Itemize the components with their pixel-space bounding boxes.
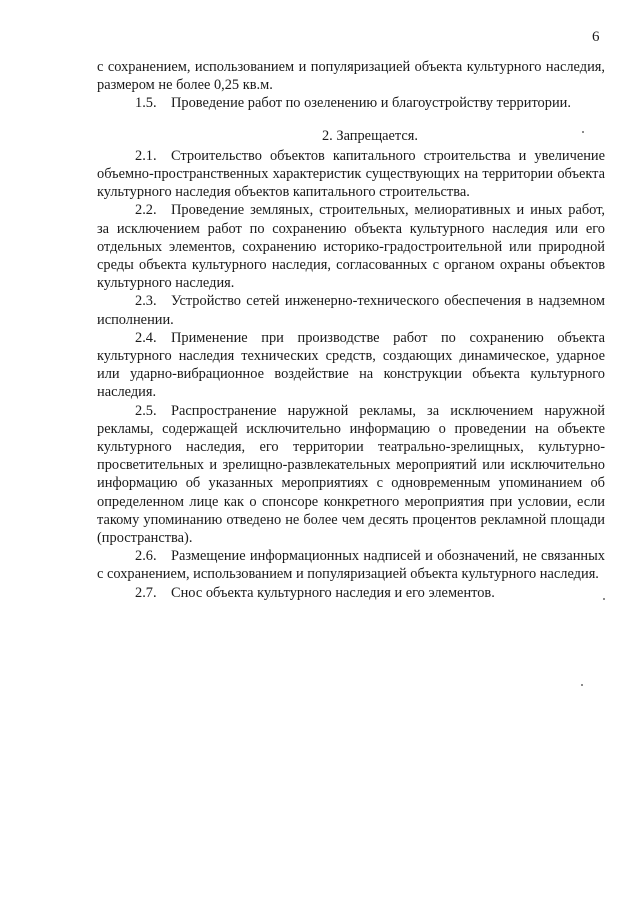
item-2-6 — [97, 547, 605, 583]
item-text: Строительство объектов капитального строительства и увеличение объемно-пространственных характеристик существующих на территории объекта культурного наследия объектов капитального строительства. — [97, 147, 605, 201]
scan-speck — [582, 131, 584, 133]
item-text: Применение при производстве работ по сохранению объекта культурного наследия технических средств, создающих динамическое, ударное или ударно-вибрационное воздействие на конструкции объекта культурного наследия. — [97, 329, 605, 401]
document-body — [97, 58, 605, 602]
page-number: 6 — [592, 29, 600, 45]
item-2-4 — [97, 329, 605, 402]
item-text: Размещение информационных надписей и обозначений, не связанных с сохранением, использованием и популяризацией объекта культурного наследия. — [97, 548, 605, 583]
item-2-1 — [97, 147, 605, 202]
item-number: 1.5. — [135, 95, 157, 112]
scan-speck — [581, 684, 583, 686]
item-number: 2.6. — [135, 548, 157, 565]
intro-paragraph: с сохранением, использованием и популяризацией объекта культурного наследия, размером не более 0,25 кв.м. — [97, 59, 605, 94]
section-heading: 2. Запрещается. — [321, 127, 418, 144]
item-text: Проведение работ по озеленению и благоустройству территории. — [171, 95, 571, 112]
item-number: 2.2. — [135, 202, 157, 219]
scan-speck — [603, 598, 605, 600]
item-text: Распространение наружной рекламы, за исключением наружной рекламы, содержащей исключительно информацию о проведении на объекте культурного наследия, его территории театрально-зрелищных, культурно-просветительных и зрелищно-развлекательных мероприятий или исключительно информацию об указанных мероприятиях с одновременным упоминанием об определенном лице как о спонсоре конкретного мероприятия при условии, если такому упоминанию отведено не более чем десять процентов рекламной площади (пространства). — [97, 402, 605, 547]
item-2-3 — [97, 292, 605, 328]
item-2-5 — [97, 402, 605, 548]
item-text: Устройство сетей инженерно-технического обеспечения в надземном исполнении. — [97, 293, 605, 328]
item-number: 2.5. — [135, 402, 157, 419]
item-number: 2.7. — [135, 584, 157, 601]
item-number: 2.1. — [135, 147, 157, 164]
item-2-7 — [97, 584, 605, 602]
item-number: 2.3. — [135, 293, 157, 310]
item-1-5 — [97, 94, 605, 112]
item-number: 2.4. — [135, 329, 157, 346]
item-text: Проведение земляных, строительных, мелиоративных и иных работ, за исключением работ по сохранению объекта культурного наследия или его отдельных элементов, сохранению историко-градостроительной или природной среды объекта культурного наследия, согласованных с органом охраны объектов культурного наследия. — [97, 202, 605, 292]
item-2-2 — [97, 201, 605, 292]
item-text: Снос объекта культурного наследия и его элементов. — [171, 584, 495, 601]
